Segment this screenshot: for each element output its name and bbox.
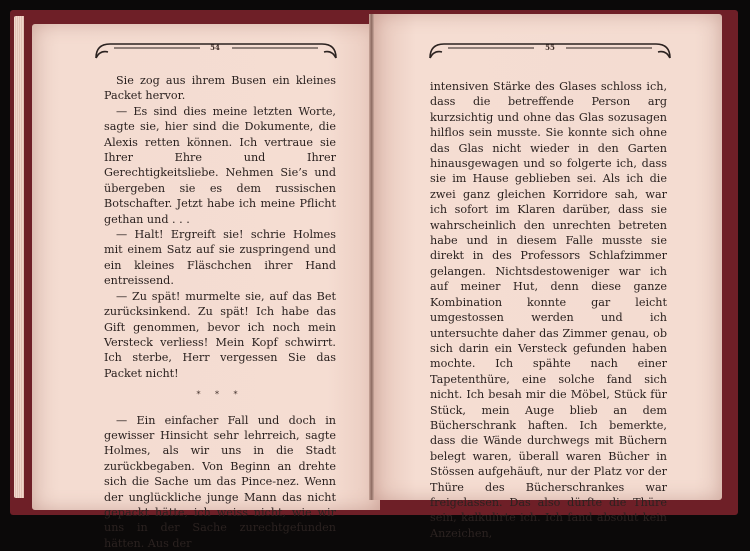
left-paragraph: — Zu spät! murmelte sie, auf das Bet zurücksinkend. Zu spät! Ich habe das Gift genommen, bevor ich noch mein Versteck verliess! Mein Kopf schwirrt. Ich sterbe, Herr vergessen Sie das Packet nicht!: [104, 289, 336, 380]
page-number-right: 55: [545, 43, 555, 52]
left-paragraph: Sie zog aus ihrem Busen ein kleines Packet hervor.: [104, 74, 336, 103]
left-paragraph: — Halt! Ergreift sie! schrie Holmes mit einem Satz auf sie zuspringend und ein kleines Fläschchen ihrer Hand entreissend.: [104, 228, 336, 288]
section-separator: * * *: [196, 390, 244, 400]
left-page-text: [104, 73, 336, 551]
right-page-text: [430, 79, 667, 541]
left-paragraph: — Ein einfacher Fall und doch in gewisser Hinsicht sehr lehrreich, sagte Holmes, als wir uns in die Stadt zurückbegaben. Von Beginn an drehte sich die Sache um das Pince-nez. Wenn der unglückliche junge Mann das nicht gepackt hätte, ich weiss nicht, wie wir uns in der Sache zurechtgefunden hätten. Aus der: [104, 413, 336, 550]
left-paragraph: — Es sind dies meine letzten Worte, sagte sie, hier sind die Dokumente, die Alexis retten können. Ich vertraue sie Ihrer Ehre und Ihrer Gerechtigkeitsliebe. Nehmen Sie’s und übergeben sie es dem russischen Botschafter. Jetzt habe ich meine Pflicht gethan und . . .: [104, 104, 336, 226]
page-edges: [14, 16, 24, 498]
page-number-left: 54: [210, 43, 220, 52]
right-paragraph: intensiven Stärke des Glases schloss ich, dass die betreffende Person arg kurzsichtig und ohne das Glas sozusagen hilflos sein musste. Sie konnte sich ohne das Glas nicht wieder in den Garten hinausgewagen und so folgerte ich, dass sie im Hause geblieben sei. Als ich die zwei ganz gleichen Korridore sah, war ich sofort im Klaren darüber, dass sie wahrscheinlich den unrechten betreten habe und in diesem Falle musste sie direkt in des Professors Schlafzimmer gelangen. Nichtsdestoweniger war ich auf meiner Hut, denn diese ganze Kombination konnte gar leicht umgestossen werden und ich untersuchte daher das Zimmer genau, ob sich darin ein Versteck gefunden haben mochte. Ich spähte nach einer Tapetenthüre, eine solche fand sich nicht. Ich besah mir die Möbel, Stück für Stück, mein Auge blieb an dem Bücherschrank haften. Ich bemerkte, dass die Wände durchwegs mit Büchern belegt waren, überall waren Bücher in Stössen aufgehäuft, nur der Platz vor der Thüre des Bücherschrankes war freigelassen. Das also dürfte die Thüre sein, kalkulirte ich. Ich fand absolut kein Anzeichen,: [430, 80, 667, 540]
